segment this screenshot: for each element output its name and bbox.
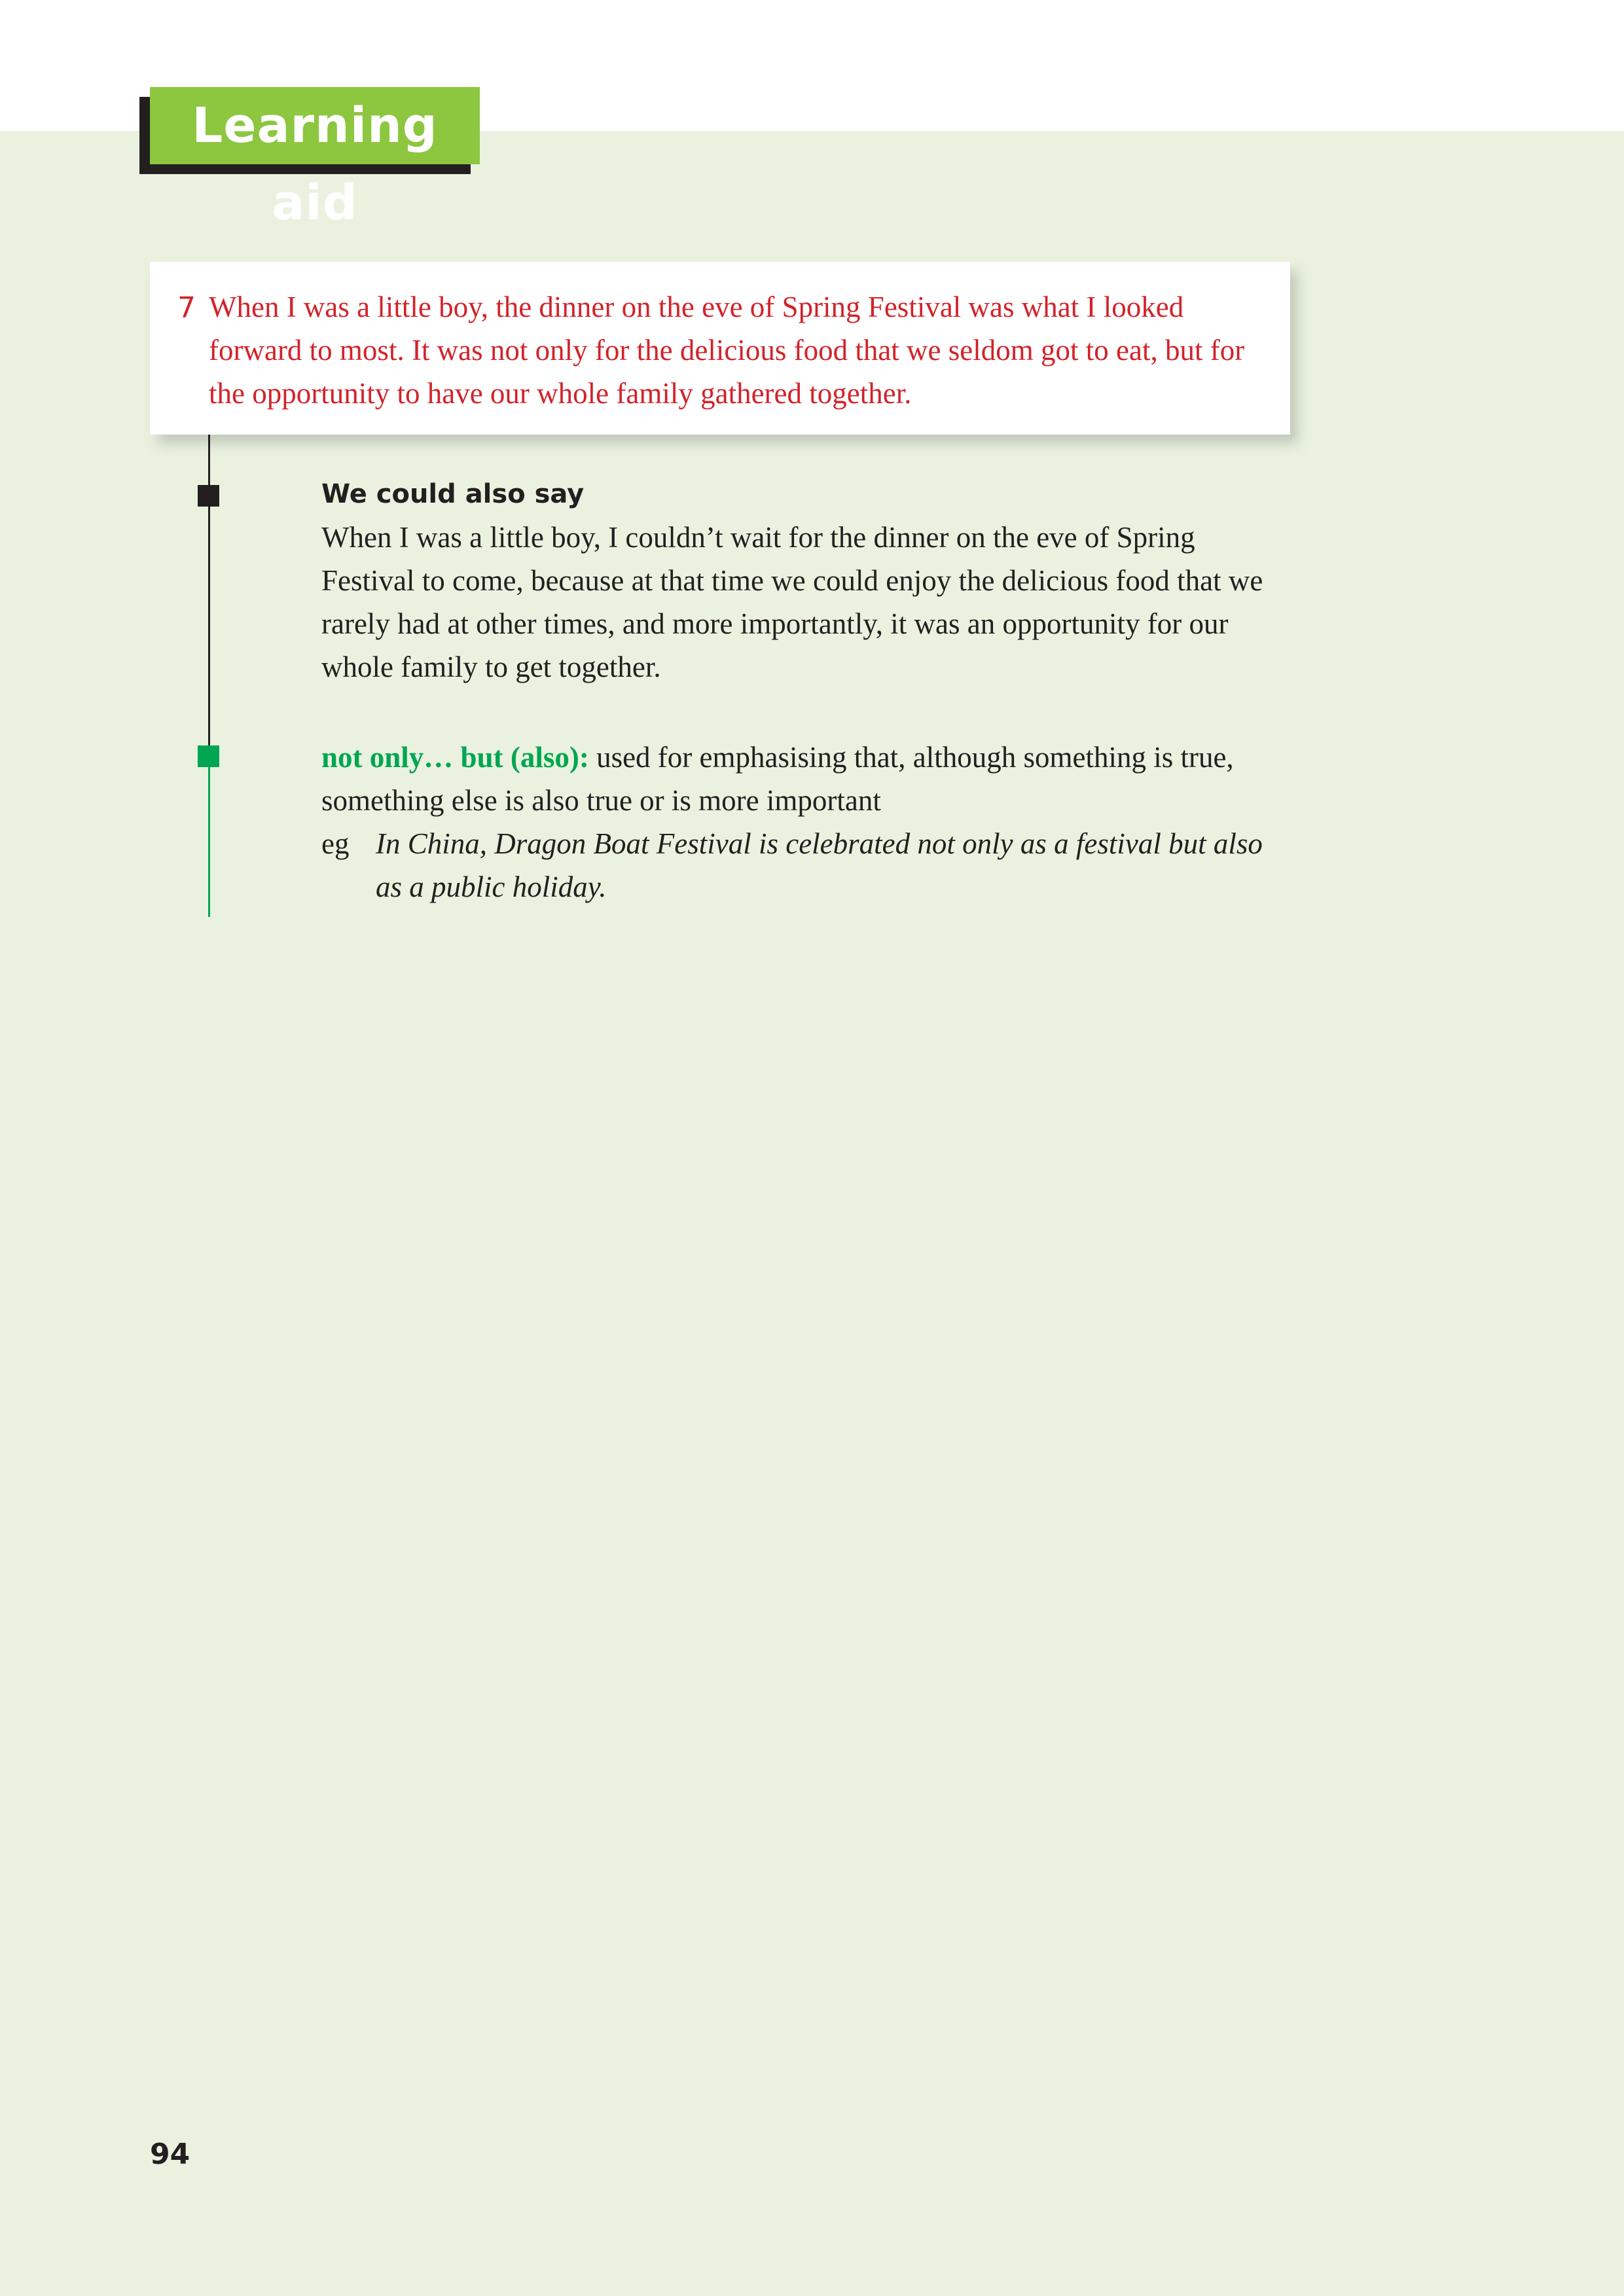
dark-square-marker <box>198 485 219 507</box>
page-background <box>0 131 1624 2296</box>
vocab-section <box>321 736 1290 908</box>
also-say-heading: We could also say <box>321 479 585 509</box>
sentence-text: When I was a little boy, the dinner on the eve of Spring Festival was what I looked forward to most. It was not only for the delicious food that we seldom got to eat, but for the opportunity to have our whole family gathered together. <box>209 291 1245 410</box>
also-say-text: When I was a little boy, I couldn’t wait for the dinner on the eve of Spring Festival to come, because at that time we could enjoy the delicious food that we rarely had at other times, and more importantly, it was an opportunity for our whole family to get together. <box>321 521 1263 683</box>
dark-vertical-line <box>208 435 210 755</box>
green-square-marker <box>198 745 219 767</box>
example-row <box>321 822 1290 908</box>
learning-aid-tag: Learning aid <box>150 87 480 164</box>
vocab-definition: used for emphasising that, although something is true, something else is also true or is more important <box>321 741 1234 817</box>
example-sentence: In China, Dragon Boat Festival is celebrated not only as a festival but also as a public holiday. <box>376 827 1263 903</box>
sentence-number: 7 <box>177 291 196 325</box>
green-vertical-line <box>208 755 210 917</box>
page-number: 94 <box>150 2138 190 2171</box>
vocab-term: not only… but (also): <box>321 741 589 774</box>
also-say-section <box>321 473 1290 689</box>
vocab-definition-line <box>321 736 1290 822</box>
eg-label: eg <box>321 827 350 860</box>
key-sentence-box <box>150 262 1290 435</box>
